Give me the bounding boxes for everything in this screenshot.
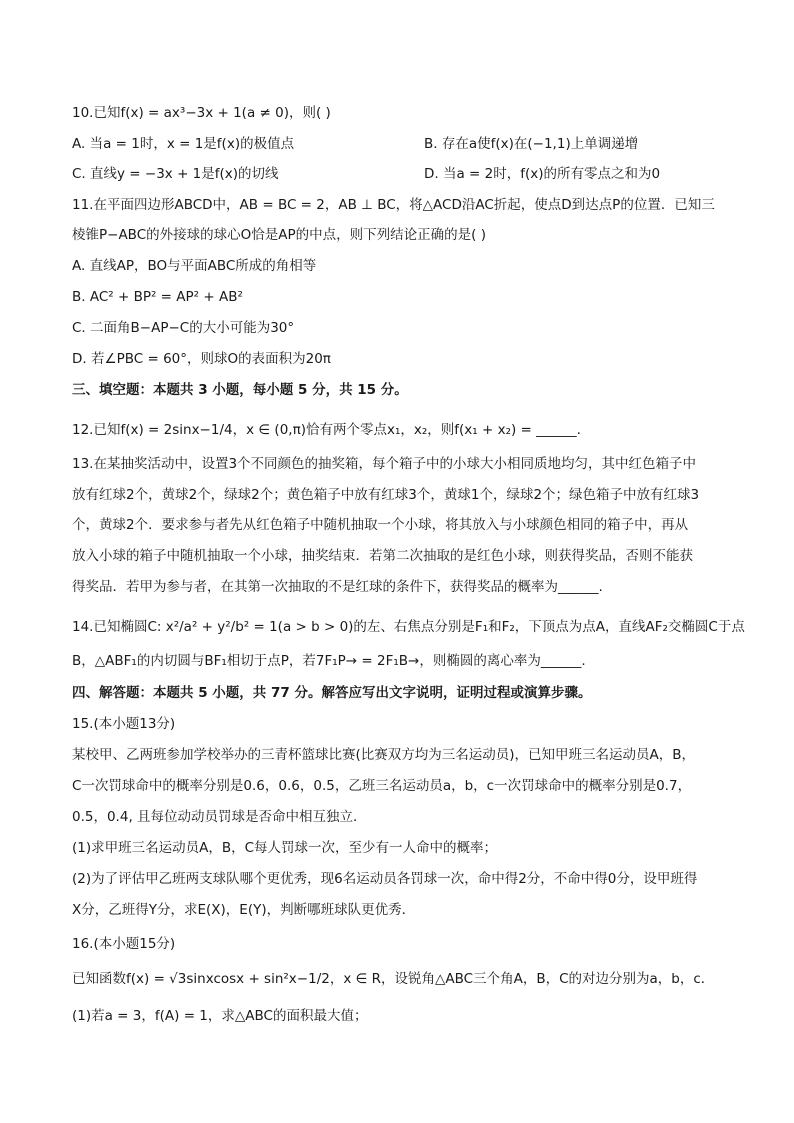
q15-line2: C一次罚球命中的概率分别是0.6，0.6，0.5，乙班三名运动员a，b，c一次罚球命中的概率分别是0.7，	[72, 778, 692, 794]
q10-stem: 10.已知f(x) = ax³−3x + 1(a ≠ 0)，则( )	[72, 105, 331, 121]
q13-line2: 放有红球2个，黄球2个，绿球2个；黄色箱子中放有红球3个，黄球1个，绿球2个；绿色箱子中放有红球3	[72, 487, 700, 503]
q10-option-a: A. 当a = 1时，x = 1是f(x)的极值点	[72, 136, 295, 152]
q11-line1: 11.在平面四边形ABCD中，AB = BC = 2，AB ⊥ BC，将△ACD沿AC折起，使点D到达点P的位置．已知三	[72, 197, 715, 213]
q11-option-d: D. 若∠PBC = 60°，则球O的表面积为20π	[72, 351, 331, 367]
q15-sub1: (1)求甲班三名运动员A，B，C每人罚球一次，至少有一人命中的概率；	[72, 840, 498, 856]
section3-title: 三、填空题：本题共 3 小题，每小题 5 分，共 15 分。	[72, 382, 408, 398]
q11-option-b: B. AC² + BP² = AP² + AB²	[72, 289, 243, 305]
q16-line1: 已知函数f(x) = √3sinxcosx + sin²x−1/2，x ∈ R，设锐角△ABC三个角A，B，C的对边分别为a，b，c．	[72, 971, 715, 987]
q15-line1: 某校甲、乙两班参加学校举办的三青杯篮球比赛(比赛双方均为三名运动员)，已知甲班三名运动员A，B，	[72, 747, 696, 763]
q15-head: 15.(本小题13分)	[72, 716, 176, 732]
q15-line3: 0.5，0.4, 且每位动动员罚球是否命中相互独立．	[72, 809, 367, 825]
q16-sub1: (1)若a = 3，f(A) = 1，求△ABC的面积最大值；	[72, 1008, 368, 1024]
q14-line1: 14.已知椭圆C: x²/a² + y²/b² = 1(a > b > 0)的左、右焦点分别是F₁和F₂，下顶点为点A，直线AF₂交椭圆C于点	[72, 619, 745, 635]
section4-title: 四、解答题：本题共 5 小题，共 77 分。解答应写出文字说明，证明过程或演算步骤。	[72, 685, 592, 701]
q13-line5: 得奖品．若甲为参与者，在其第一次抽取的不是红球的条件下，获得奖品的概率为______.	[72, 579, 603, 595]
q16-head: 16.(本小题15分)	[72, 936, 176, 952]
q11-line2: 棱锥P−ABC的外接球的球心O恰是AP的中点，则下列结论正确的是( )	[72, 227, 486, 243]
q10-option-b: B. 存在a使f(x)在(−1,1)上单调递增	[424, 136, 639, 152]
q13-line1: 13.在某抽奖活动中，设置3个不同颜色的抽奖箱，每个箱子中的小球大小相同质地均匀，其中红色箱子中	[72, 456, 697, 472]
q10-options-row2	[72, 164, 661, 184]
q13-line3: 个，黄球2个．要求参与者先从红色箱子中随机抽取一个小球，将其放入与小球颜色相同的箱子中，再从	[72, 517, 689, 533]
q11-option-a: A. 直线AP，BO与平面ABC所成的角相等	[72, 258, 317, 274]
q15-sub2-line1: (2)为了评估甲乙班两支球队哪个更优秀，现6名运动员各罚球一次，命中得2分，不命中得0分，设甲班得	[72, 871, 698, 887]
q10-options-row1	[72, 134, 639, 154]
q14-line2: B，△ABF₁的内切圆与BF₁相切于点P，若7F₁P→ = 2F₁B→，则椭圆的离心率为______.	[72, 653, 586, 669]
q10-option-d: D. 当a = 2时，f(x)的所有零点之和为0	[424, 166, 661, 182]
q12-text: 12.已知f(x) = 2sinx−1/4，x ∈ (0,π)恰有两个零点x₁，x₂，则f(x₁ + x₂) = ______.	[72, 422, 581, 438]
q10-option-c: C. 直线y = −3x + 1是f(x)的切线	[72, 166, 279, 182]
q13-line4: 放入小球的箱子中随机抽取一个小球，抽奖结束．若第二次抽取的是红色小球，则获得奖品，否则不能获	[72, 548, 693, 564]
q11-option-c: C. 二面角B−AP−C的大小可能为30°	[72, 320, 295, 336]
q15-sub2-line2: X分，乙班得Y分，求E(X)，E(Y)，判断哪班球队更优秀．	[72, 902, 416, 918]
